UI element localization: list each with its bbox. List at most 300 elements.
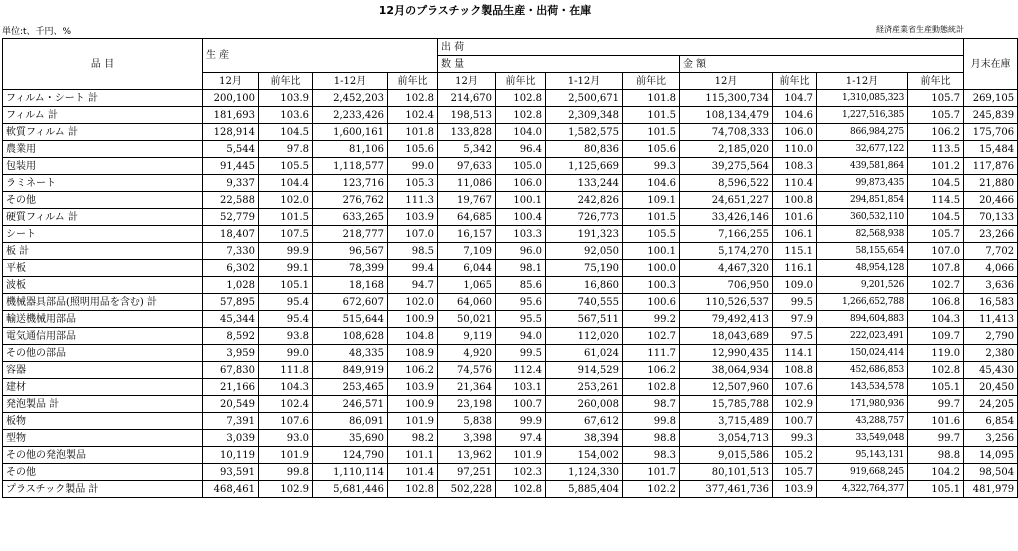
shipment-qty-cumulative-yoy-cell: 101.7 [623,464,680,481]
shipment-amount-month-cell: 74,708,333 [680,124,773,141]
row-label: 発泡製品 計 [3,396,203,413]
row-label: 板物 [3,413,203,430]
production-month-yoy-cell: 111.8 [259,362,313,379]
shipment-amount-month-yoy-cell: 99.3 [773,430,817,447]
row-label: シート [3,226,203,243]
production-month-cell: 468,461 [203,481,259,498]
shipment-amount-cumulative-yoy-cell: 102.7 [908,277,964,294]
inventory-month-end-cell: 2,380 [964,345,1018,362]
inventory-month-end-cell: 175,706 [964,124,1018,141]
shipment-qty-month-cell: 11,086 [438,175,496,192]
shipment-amount-cumulative-cell: 4,322,764,377 [817,481,908,498]
inventory-month-end-cell: 245,839 [964,107,1018,124]
shipment-amount-cumulative-yoy-cell: 104.3 [908,311,964,328]
production-month-yoy-cell: 99.1 [259,260,313,277]
shipment-amount-cumulative-yoy-cell: 104.5 [908,175,964,192]
shipment-amount-month-cell: 8,596,522 [680,175,773,192]
shipment-qty-cumulative-cell: 75,190 [546,260,623,277]
inventory-month-end-cell: 14,095 [964,447,1018,464]
shipment-amount-cumulative-yoy-cell: 105.7 [908,226,964,243]
shipment-qty-cumulative-cell: 726,773 [546,209,623,226]
shipment-amount-cumulative-cell: 866,984,275 [817,124,908,141]
table-row [3,277,1018,294]
header-inventory: 月末在庫 [964,39,1018,90]
header-yoy: 前年比 [259,73,313,90]
shipment-amount-month-yoy-cell: 105.2 [773,447,817,464]
shipment-qty-cumulative-yoy-cell: 111.7 [623,345,680,362]
shipment-amount-month-cell: 33,426,146 [680,209,773,226]
header-month: 12月 [680,73,773,90]
production-month-yoy-cell: 104.3 [259,379,313,396]
row-label: ラミネート [3,175,203,192]
shipment-amount-cumulative-yoy-cell: 99.7 [908,430,964,447]
shipment-amount-month-cell: 115,300,734 [680,90,773,107]
shipment-qty-cumulative-yoy-cell: 101.8 [623,90,680,107]
shipment-qty-cumulative-cell: 242,826 [546,192,623,209]
production-month-cell: 20,549 [203,396,259,413]
production-cumulative-cell: 672,607 [313,294,388,311]
shipment-qty-month-yoy-cell: 98.1 [496,260,546,277]
inventory-month-end-cell: 6,854 [964,413,1018,430]
table-row [3,481,1018,498]
shipment-qty-month-yoy-cell: 103.3 [496,226,546,243]
shipment-qty-cumulative-yoy-cell: 100.1 [623,243,680,260]
shipment-qty-cumulative-yoy-cell: 99.2 [623,311,680,328]
header-production: 生 産 [203,39,438,73]
shipment-qty-month-yoy-cell: 85.6 [496,277,546,294]
shipment-amount-month-yoy-cell: 108.3 [773,158,817,175]
shipment-amount-month-yoy-cell: 103.9 [773,481,817,498]
table-row [3,124,1018,141]
table-row [3,141,1018,158]
shipment-qty-month-yoy-cell: 95.5 [496,311,546,328]
shipment-qty-cumulative-cell: 80,836 [546,141,623,158]
inventory-month-end-cell: 2,790 [964,328,1018,345]
shipment-qty-cumulative-cell: 1,124,330 [546,464,623,481]
shipment-qty-month-yoy-cell: 96.4 [496,141,546,158]
shipment-amount-month-cell: 12,990,435 [680,345,773,362]
production-month-cell: 1,028 [203,277,259,294]
shipment-amount-month-yoy-cell: 105.7 [773,464,817,481]
production-cumulative-cell: 124,790 [313,447,388,464]
shipment-amount-cumulative-yoy-cell: 105.7 [908,107,964,124]
shipment-amount-month-yoy-cell: 107.6 [773,379,817,396]
header-yoy: 前年比 [773,73,817,90]
table-row [3,158,1018,175]
production-month-yoy-cell: 104.5 [259,124,313,141]
shipment-qty-cumulative-cell: 253,261 [546,379,623,396]
inventory-month-end-cell: 11,413 [964,311,1018,328]
production-month-yoy-cell: 103.9 [259,90,313,107]
row-label: 農業用 [3,141,203,158]
production-cumulative-cell: 35,690 [313,430,388,447]
shipment-qty-cumulative-cell: 567,511 [546,311,623,328]
shipment-amount-month-yoy-cell: 99.5 [773,294,817,311]
shipment-amount-month-yoy-cell: 114.1 [773,345,817,362]
shipment-qty-month-cell: 74,576 [438,362,496,379]
shipment-amount-month-cell: 80,101,513 [680,464,773,481]
production-month-cell: 91,445 [203,158,259,175]
shipment-qty-cumulative-cell: 740,555 [546,294,623,311]
shipment-qty-month-cell: 9,119 [438,328,496,345]
shipment-qty-cumulative-yoy-cell: 99.8 [623,413,680,430]
row-label: 硬質フィルム 計 [3,209,203,226]
shipment-qty-month-cell: 4,920 [438,345,496,362]
shipment-amount-month-yoy-cell: 110.4 [773,175,817,192]
production-month-yoy-cell: 105.5 [259,158,313,175]
inventory-month-end-cell: 98,504 [964,464,1018,481]
shipment-amount-month-cell: 377,461,736 [680,481,773,498]
shipment-qty-month-yoy-cell: 102.3 [496,464,546,481]
production-month-yoy-cell: 93.0 [259,430,313,447]
shipment-amount-month-cell: 3,054,713 [680,430,773,447]
inventory-month-end-cell: 16,583 [964,294,1018,311]
shipment-amount-cumulative-yoy-cell: 102.8 [908,362,964,379]
shipment-qty-month-yoy-cell: 103.1 [496,379,546,396]
table-row [3,294,1018,311]
inventory-month-end-cell: 20,466 [964,192,1018,209]
shipment-qty-cumulative-cell: 2,500,671 [546,90,623,107]
shipment-amount-cumulative-yoy-cell: 107.0 [908,243,964,260]
production-cumulative-cell: 253,465 [313,379,388,396]
shipment-qty-month-yoy-cell: 97.4 [496,430,546,447]
row-label: 包装用 [3,158,203,175]
shipment-qty-cumulative-yoy-cell: 99.3 [623,158,680,175]
shipment-qty-month-cell: 13,962 [438,447,496,464]
shipment-amount-cumulative-cell: 1,227,516,385 [817,107,908,124]
header-cumulative: 1-12月 [546,73,623,90]
shipment-qty-month-cell: 21,364 [438,379,496,396]
shipment-qty-cumulative-yoy-cell: 100.0 [623,260,680,277]
row-label: フィルム 計 [3,107,203,124]
shipment-qty-month-yoy-cell: 102.8 [496,90,546,107]
shipment-amount-cumulative-cell: 43,288,757 [817,413,908,430]
production-month-cell: 18,407 [203,226,259,243]
production-month-cell: 9,337 [203,175,259,192]
table-row [3,175,1018,192]
production-cumulative-yoy-cell: 101.9 [388,413,438,430]
shipment-amount-month-yoy-cell: 97.9 [773,311,817,328]
shipment-amount-month-cell: 110,526,537 [680,294,773,311]
shipment-qty-month-cell: 5,342 [438,141,496,158]
statistics-table [2,38,1018,498]
shipment-qty-cumulative-yoy-cell: 105.6 [623,141,680,158]
production-cumulative-yoy-cell: 102.8 [388,481,438,498]
production-cumulative-yoy-cell: 103.9 [388,209,438,226]
shipment-qty-month-cell: 198,513 [438,107,496,124]
production-cumulative-cell: 5,681,446 [313,481,388,498]
unit-note: 単位:t、千円、% [2,27,72,37]
table-row [3,226,1018,243]
production-cumulative-yoy-cell: 98.2 [388,430,438,447]
production-month-cell: 181,693 [203,107,259,124]
inventory-month-end-cell: 70,133 [964,209,1018,226]
table-header [3,39,1018,90]
shipment-amount-cumulative-yoy-cell: 119.0 [908,345,964,362]
production-month-cell: 52,779 [203,209,259,226]
inventory-month-end-cell: 4,066 [964,260,1018,277]
production-cumulative-yoy-cell: 108.9 [388,345,438,362]
row-label: 波板 [3,277,203,294]
row-label: 輸送機械用部品 [3,311,203,328]
production-month-yoy-cell: 99.8 [259,464,313,481]
shipment-qty-cumulative-cell: 16,860 [546,277,623,294]
shipment-qty-cumulative-cell: 260,008 [546,396,623,413]
shipment-qty-cumulative-yoy-cell: 101.5 [623,107,680,124]
shipment-qty-month-cell: 16,157 [438,226,496,243]
production-month-yoy-cell: 107.5 [259,226,313,243]
production-cumulative-cell: 849,919 [313,362,388,379]
shipment-amount-month-yoy-cell: 101.6 [773,209,817,226]
shipment-amount-month-yoy-cell: 108.8 [773,362,817,379]
shipment-qty-cumulative-yoy-cell: 102.2 [623,481,680,498]
inventory-month-end-cell: 269,105 [964,90,1018,107]
shipment-amount-cumulative-yoy-cell: 101.6 [908,413,964,430]
production-month-yoy-cell: 101.5 [259,209,313,226]
shipment-qty-cumulative-cell: 133,244 [546,175,623,192]
table-row [3,90,1018,107]
shipment-amount-cumulative-yoy-cell: 105.7 [908,90,964,107]
production-cumulative-cell: 78,399 [313,260,388,277]
production-month-cell: 6,302 [203,260,259,277]
shipment-amount-cumulative-yoy-cell: 106.2 [908,124,964,141]
shipment-amount-cumulative-yoy-cell: 114.5 [908,192,964,209]
production-cumulative-yoy-cell: 100.9 [388,311,438,328]
production-month-yoy-cell: 99.9 [259,243,313,260]
shipment-amount-cumulative-cell: 48,954,128 [817,260,908,277]
header-cumulative: 1-12月 [817,73,908,90]
shipment-qty-cumulative-cell: 154,002 [546,447,623,464]
production-cumulative-cell: 2,233,426 [313,107,388,124]
shipment-amount-cumulative-yoy-cell: 105.1 [908,379,964,396]
header-month: 12月 [203,73,259,90]
shipment-amount-cumulative-cell: 439,581,864 [817,158,908,175]
row-label: その他 [3,192,203,209]
shipment-amount-cumulative-cell: 894,604,883 [817,311,908,328]
production-cumulative-yoy-cell: 111.3 [388,192,438,209]
production-cumulative-cell: 218,777 [313,226,388,243]
production-cumulative-cell: 1,118,577 [313,158,388,175]
table-row [3,328,1018,345]
table-row [3,464,1018,481]
shipment-qty-month-yoy-cell: 102.8 [496,481,546,498]
shipment-amount-month-cell: 24,651,227 [680,192,773,209]
shipment-qty-month-cell: 97,633 [438,158,496,175]
production-cumulative-yoy-cell: 106.2 [388,362,438,379]
row-label: 機械器具部品(照明用品を含む) 計 [3,294,203,311]
shipment-amount-month-yoy-cell: 104.7 [773,90,817,107]
production-cumulative-cell: 18,168 [313,277,388,294]
header-yoy: 前年比 [496,73,546,90]
shipment-qty-cumulative-yoy-cell: 101.5 [623,209,680,226]
header-quantity: 数 量 [438,56,680,73]
shipment-amount-cumulative-cell: 33,549,048 [817,430,908,447]
inventory-month-end-cell: 15,484 [964,141,1018,158]
production-cumulative-yoy-cell: 107.0 [388,226,438,243]
shipment-amount-month-cell: 15,785,788 [680,396,773,413]
table-row [3,396,1018,413]
production-month-cell: 93,591 [203,464,259,481]
shipment-amount-cumulative-cell: 1,310,085,323 [817,90,908,107]
shipment-amount-cumulative-cell: 452,686,853 [817,362,908,379]
production-month-cell: 128,914 [203,124,259,141]
shipment-amount-cumulative-cell: 143,534,578 [817,379,908,396]
shipment-amount-month-cell: 4,467,320 [680,260,773,277]
shipment-qty-cumulative-yoy-cell: 100.3 [623,277,680,294]
inventory-month-end-cell: 24,205 [964,396,1018,413]
production-month-cell: 10,119 [203,447,259,464]
shipment-qty-month-yoy-cell: 104.0 [496,124,546,141]
inventory-month-end-cell: 20,450 [964,379,1018,396]
production-month-yoy-cell: 95.4 [259,294,313,311]
production-cumulative-yoy-cell: 100.9 [388,396,438,413]
shipment-amount-month-yoy-cell: 110.0 [773,141,817,158]
production-cumulative-cell: 276,762 [313,192,388,209]
shipment-amount-cumulative-cell: 919,668,245 [817,464,908,481]
header-amount: 金 額 [680,56,964,73]
shipment-amount-month-cell: 39,275,564 [680,158,773,175]
table-row [3,345,1018,362]
production-month-cell: 5,544 [203,141,259,158]
production-month-yoy-cell: 97.8 [259,141,313,158]
table-body [3,90,1018,498]
shipment-qty-cumulative-yoy-cell: 102.8 [623,379,680,396]
table-row [3,311,1018,328]
shipment-amount-month-yoy-cell: 100.7 [773,413,817,430]
inventory-month-end-cell: 481,979 [964,481,1018,498]
production-month-yoy-cell: 95.4 [259,311,313,328]
table-row [3,243,1018,260]
shipment-amount-month-yoy-cell: 116.1 [773,260,817,277]
production-cumulative-cell: 108,628 [313,328,388,345]
production-month-yoy-cell: 103.6 [259,107,313,124]
shipment-qty-month-cell: 97,251 [438,464,496,481]
row-label: その他の部品 [3,345,203,362]
table-row [3,379,1018,396]
shipment-amount-month-cell: 5,174,270 [680,243,773,260]
shipment-qty-month-cell: 6,044 [438,260,496,277]
shipment-amount-cumulative-yoy-cell: 106.8 [908,294,964,311]
shipment-qty-cumulative-cell: 67,612 [546,413,623,430]
header-yoy: 前年比 [623,73,680,90]
shipment-amount-cumulative-cell: 150,024,414 [817,345,908,362]
shipment-qty-cumulative-cell: 1,582,575 [546,124,623,141]
inventory-month-end-cell: 23,266 [964,226,1018,243]
row-label: 建材 [3,379,203,396]
row-label: プラスチック製品 計 [3,481,203,498]
shipment-qty-month-yoy-cell: 99.5 [496,345,546,362]
row-label: フィルム・シート 計 [3,90,203,107]
shipment-amount-month-yoy-cell: 100.8 [773,192,817,209]
shipment-amount-cumulative-cell: 360,532,110 [817,209,908,226]
production-month-yoy-cell: 107.6 [259,413,313,430]
table-row [3,107,1018,124]
shipment-qty-month-yoy-cell: 100.4 [496,209,546,226]
shipment-qty-cumulative-cell: 914,529 [546,362,623,379]
shipment-amount-month-cell: 108,134,479 [680,107,773,124]
shipment-qty-cumulative-cell: 2,309,348 [546,107,623,124]
shipment-qty-cumulative-cell: 191,323 [546,226,623,243]
production-month-cell: 3,959 [203,345,259,362]
shipment-amount-month-cell: 18,043,689 [680,328,773,345]
shipment-amount-month-yoy-cell: 115.1 [773,243,817,260]
production-month-yoy-cell: 99.0 [259,345,313,362]
row-label: 平板 [3,260,203,277]
shipment-qty-cumulative-cell: 61,024 [546,345,623,362]
shipment-amount-month-cell: 7,166,255 [680,226,773,243]
shipment-amount-cumulative-cell: 32,677,122 [817,141,908,158]
shipment-qty-cumulative-yoy-cell: 98.8 [623,430,680,447]
shipment-qty-month-cell: 502,228 [438,481,496,498]
table-row [3,362,1018,379]
production-cumulative-cell: 2,452,203 [313,90,388,107]
shipment-qty-month-yoy-cell: 94.0 [496,328,546,345]
shipment-qty-month-cell: 7,109 [438,243,496,260]
production-month-cell: 3,039 [203,430,259,447]
header-item: 品 目 [3,39,203,90]
production-cumulative-yoy-cell: 101.1 [388,447,438,464]
table-row [3,430,1018,447]
production-cumulative-cell: 96,567 [313,243,388,260]
production-cumulative-yoy-cell: 98.5 [388,243,438,260]
production-cumulative-yoy-cell: 102.4 [388,107,438,124]
shipment-qty-month-yoy-cell: 101.9 [496,447,546,464]
shipment-amount-month-yoy-cell: 97.5 [773,328,817,345]
production-month-cell: 57,895 [203,294,259,311]
production-cumulative-yoy-cell: 101.8 [388,124,438,141]
shipment-amount-cumulative-cell: 222,023,491 [817,328,908,345]
production-month-cell: 8,592 [203,328,259,345]
production-cumulative-cell: 515,644 [313,311,388,328]
shipment-amount-cumulative-yoy-cell: 101.2 [908,158,964,175]
shipment-qty-month-cell: 23,198 [438,396,496,413]
shipment-amount-cumulative-cell: 9,201,526 [817,277,908,294]
row-label: 容器 [3,362,203,379]
production-month-yoy-cell: 102.0 [259,192,313,209]
shipment-amount-cumulative-cell: 82,568,938 [817,226,908,243]
shipment-qty-month-yoy-cell: 99.9 [496,413,546,430]
shipment-qty-cumulative-yoy-cell: 102.7 [623,328,680,345]
shipment-qty-month-cell: 19,767 [438,192,496,209]
shipment-qty-month-cell: 1,065 [438,277,496,294]
header-cumulative: 1-12月 [313,73,388,90]
row-label: 型物 [3,430,203,447]
production-month-yoy-cell: 102.9 [259,481,313,498]
shipment-amount-cumulative-cell: 99,873,435 [817,175,908,192]
production-cumulative-yoy-cell: 105.3 [388,175,438,192]
shipment-qty-month-cell: 133,828 [438,124,496,141]
shipment-amount-cumulative-cell: 58,155,654 [817,243,908,260]
shipment-qty-cumulative-yoy-cell: 98.7 [623,396,680,413]
inventory-month-end-cell: 3,636 [964,277,1018,294]
shipment-qty-cumulative-cell: 1,125,669 [546,158,623,175]
row-label: 電気通信用部品 [3,328,203,345]
production-cumulative-cell: 1,600,161 [313,124,388,141]
shipment-amount-month-cell: 79,492,413 [680,311,773,328]
header-yoy: 前年比 [908,73,964,90]
shipment-qty-cumulative-yoy-cell: 104.6 [623,175,680,192]
production-cumulative-cell: 1,110,114 [313,464,388,481]
shipment-amount-cumulative-yoy-cell: 109.7 [908,328,964,345]
shipment-qty-month-cell: 3,398 [438,430,496,447]
shipment-qty-cumulative-yoy-cell: 100.6 [623,294,680,311]
shipment-qty-month-yoy-cell: 112.4 [496,362,546,379]
row-label: その他 [3,464,203,481]
shipment-amount-cumulative-yoy-cell: 104.5 [908,209,964,226]
table-row [3,413,1018,430]
shipment-qty-month-yoy-cell: 105.0 [496,158,546,175]
shipment-qty-month-cell: 64,685 [438,209,496,226]
